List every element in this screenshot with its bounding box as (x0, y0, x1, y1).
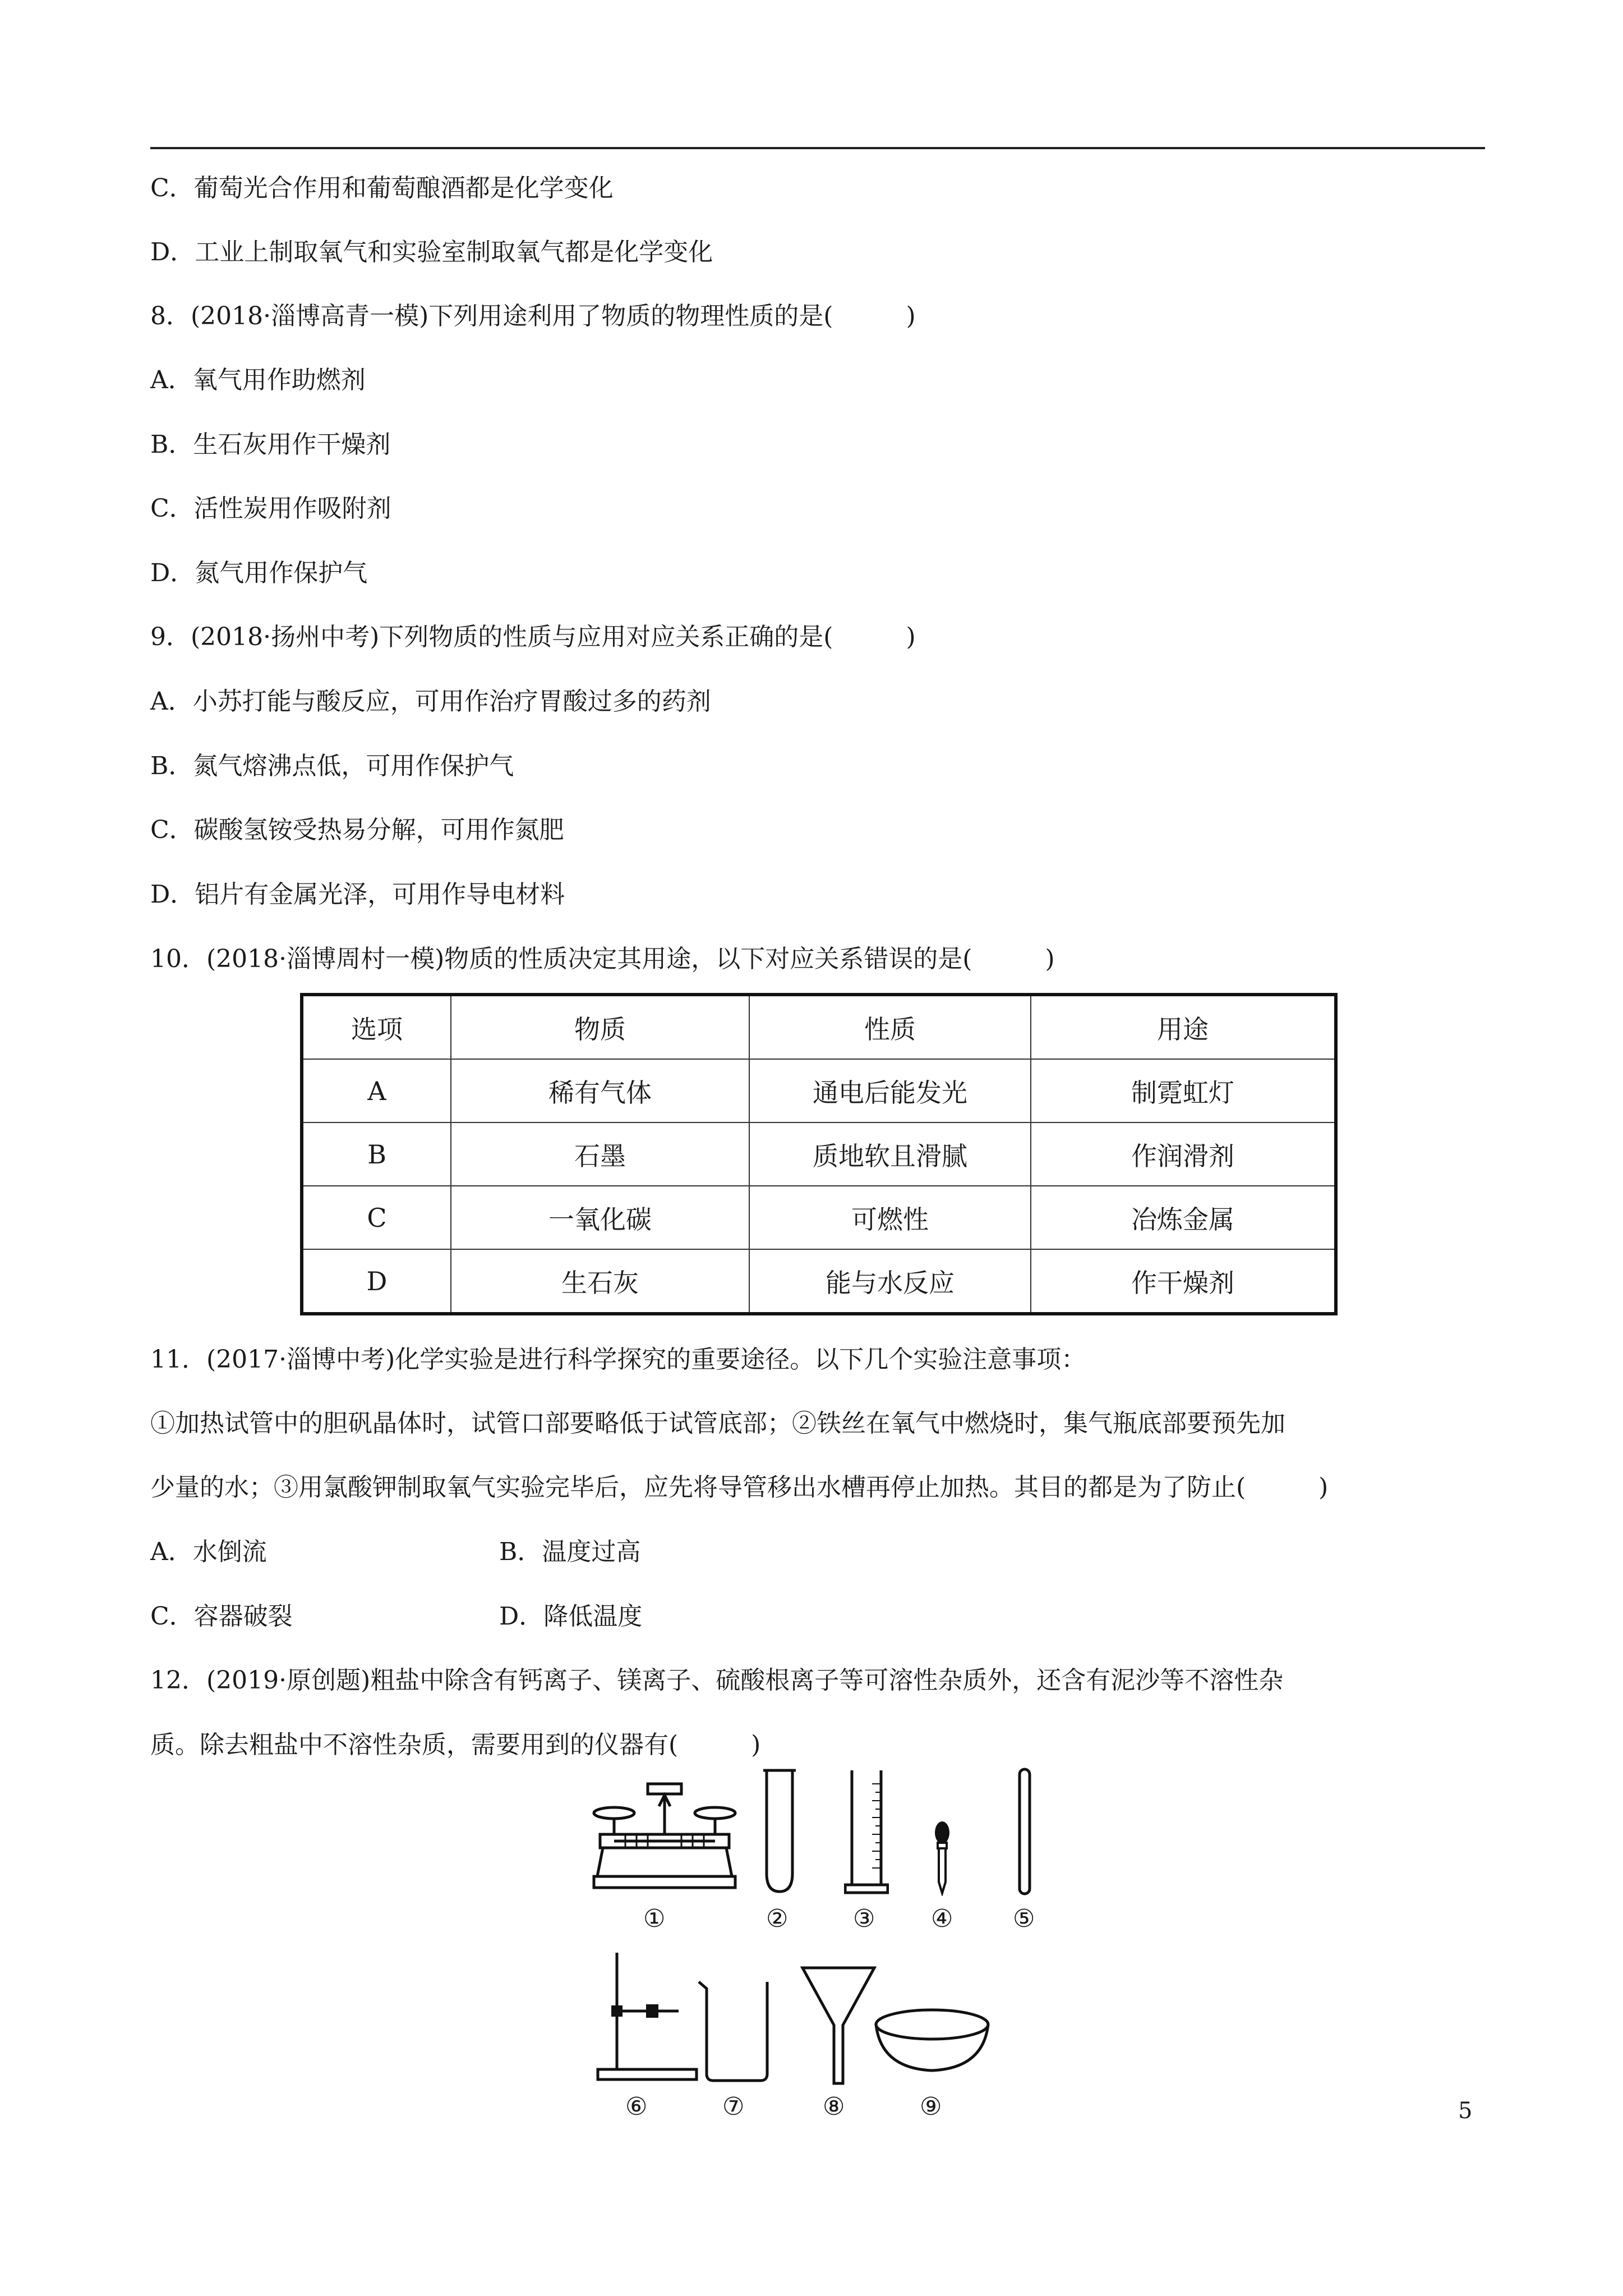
table-header: 选项 (302, 995, 451, 1059)
table-cell: 生石灰 (451, 1249, 749, 1314)
q8-option-c: C．活性炭用作吸附剂 (150, 494, 391, 523)
balance-icon (592, 1773, 737, 1896)
question-11-text: 少量的水；③用氯酸钾制取氧气实验完毕后，应先将导管移出水槽再停止加热。其目的都是为了防止( (150, 1473, 1246, 1502)
beaker-icon (695, 1977, 774, 2084)
option-c-q7: C．葡萄光合作用和葡萄酿酒都是化学变化 (150, 174, 614, 203)
evaporating-dish-icon (872, 2005, 993, 2076)
apparatus-label: ① (643, 1904, 666, 1933)
table-cell: 一氧化碳 (451, 1186, 749, 1249)
q9-option-d: D．铝片有金属光泽，可用作导电材料 (150, 880, 565, 909)
q8-option-b: B．生石灰用作干燥剂 (150, 430, 391, 459)
close-paren: ) (906, 623, 916, 651)
question-9-text: 9．(2018·扬州中考)下列物质的性质与应用对应关系正确的是( (150, 623, 833, 651)
close-paren: ) (1318, 1473, 1329, 1502)
option-d-q7: D．工业上制取氧气和实验室制取氧气都是化学变化 (150, 238, 713, 266)
table-cell: 制霓虹灯 (1031, 1059, 1336, 1122)
question-12: 12．(2019·原创题)粗盐中除含有钙离子、镁离子、硫酸根离子等可溶性杂质外，还含有泥沙等不溶性杂 (150, 1666, 1284, 1695)
table-cell: 通电后能发光 (749, 1059, 1031, 1122)
page-number: 5 (1458, 2098, 1473, 2124)
table-row (302, 1249, 1336, 1314)
question-11: 11．(2017·淄博中考)化学实验是进行科学探究的重要途径。以下几个实验注意事项： (150, 1345, 1086, 1374)
q9-option-a: A．小苏打能与酸反应，可用作治疗胃酸过多的药剂 (150, 687, 711, 716)
property-table (300, 993, 1338, 1315)
q11-option-a: A．水倒流 (150, 1538, 267, 1566)
close-paren: ) (1045, 945, 1055, 973)
q11-option-b: B．温度过高 (499, 1538, 641, 1566)
question-10 (150, 942, 1055, 976)
funnel-icon (799, 1963, 878, 2087)
table-cell: 能与水反应 (749, 1249, 1031, 1314)
q11-option-d: D．降低温度 (499, 1602, 643, 1631)
table-cell: 稀有气体 (451, 1059, 749, 1122)
apparatus-label: ⑥ (625, 2092, 648, 2121)
apparatus-label: ⑧ (823, 2092, 845, 2121)
table-row (302, 1122, 1336, 1186)
q9-option-b: B．氮气熔沸点低，可用作保护气 (150, 752, 514, 780)
table-cell: 可燃性 (749, 1186, 1031, 1249)
iron-stand-icon (594, 1949, 701, 2084)
table-header-row (302, 995, 1336, 1059)
table-cell: 石墨 (451, 1122, 749, 1186)
q9-option-c: C．碳酸氢铵受热易分解，可用作氮肥 (150, 816, 564, 844)
question-12-text: 质。除去粗盐中不溶性杂质，需要用到的仪器有( (150, 1731, 679, 1759)
table-cell: 作干燥剂 (1031, 1249, 1336, 1314)
apparatus-label: ⑤ (1013, 1904, 1035, 1933)
test-tube-icon (760, 1767, 799, 1896)
close-paren: ) (906, 302, 916, 330)
table-row (302, 1186, 1336, 1249)
question-8 (150, 300, 916, 333)
apparatus-label: ④ (931, 1904, 953, 1933)
q8-option-d: D．氮气用作保护气 (150, 559, 368, 587)
table-header: 性质 (749, 995, 1031, 1059)
table-header: 用途 (1031, 995, 1336, 1059)
glass-rod-icon (1016, 1767, 1033, 1896)
question-11-line-2: ①加热试管中的胆矾晶体时，试管口部要略低于试管底部；②铁丝在氧气中燃烧时，集气瓶底部要预先加 (150, 1409, 1285, 1438)
table-cell: A (302, 1059, 451, 1122)
q11-option-c: C．容器破裂 (150, 1602, 293, 1631)
table-cell: 作润滑剂 (1031, 1122, 1336, 1186)
question-10-text: 10．(2018·淄博周村一模)物质的性质决定其用途，以下对应关系错误的是( (150, 945, 972, 973)
header-rule (150, 147, 1485, 149)
apparatus-label: ② (766, 1904, 789, 1933)
graduated-cylinder-icon (844, 1767, 889, 1896)
close-paren: ) (751, 1731, 761, 1759)
apparatus-label: ⑦ (722, 2092, 745, 2121)
table-cell: D (302, 1249, 451, 1314)
table-cell: C (302, 1186, 451, 1249)
table-cell: 质地软且滑腻 (749, 1122, 1031, 1186)
table-header: 物质 (451, 995, 749, 1059)
table-cell: 冶炼金属 (1031, 1186, 1336, 1249)
question-9 (150, 620, 916, 654)
question-12-line-2 (150, 1728, 760, 1762)
apparatus-label: ③ (853, 1904, 875, 1933)
table-row (302, 1059, 1336, 1122)
question-11-line-3 (150, 1471, 1328, 1504)
dropper-icon (931, 1820, 953, 1896)
question-8-text: 8．(2018·淄博高青一模)下列用途利用了物质的物理性质的是( (150, 302, 833, 330)
apparatus-label: ⑨ (920, 2092, 942, 2121)
table-cell: B (302, 1122, 451, 1186)
q8-option-a: A．氧气用作助燃剂 (150, 366, 366, 394)
